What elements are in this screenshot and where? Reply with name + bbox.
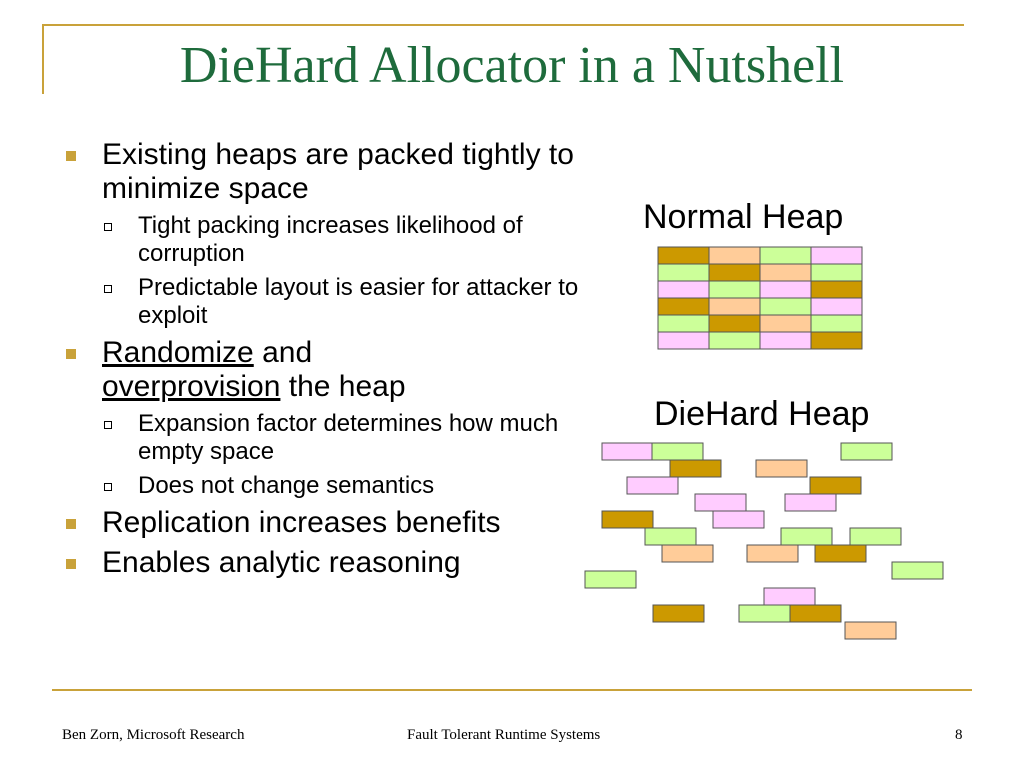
diehard-heap-block (627, 477, 678, 494)
diehard-heap-block (747, 545, 798, 562)
normal-heap-block (811, 264, 862, 281)
bullet-1-text: Existing heaps are packed tightly to minimize space (102, 138, 574, 205)
hollow-square-bullet-icon (104, 223, 112, 231)
diehard-heap-block (602, 511, 653, 528)
bullet-2 (60, 336, 580, 404)
normal-heap-block (709, 247, 760, 264)
footer-rule (52, 689, 972, 691)
top-rule (42, 24, 964, 26)
page-number: 8 (955, 727, 963, 743)
normal-heap-block (709, 315, 760, 332)
diehard-heap-block (653, 605, 704, 622)
normal-heap-block (658, 315, 709, 332)
bullet-2-rest: the heap (280, 370, 406, 403)
normal-heap-block (658, 332, 709, 349)
sub-bullet-1-1-text: Tight packing increases likelihood of corruption (138, 212, 523, 267)
diehard-heap-block (781, 528, 832, 545)
diehard-heap-block (670, 460, 721, 477)
normal-heap-block (709, 298, 760, 315)
diehard-heap-block (841, 443, 892, 460)
normal-heap-block (811, 332, 862, 349)
normal-heap-block (658, 264, 709, 281)
normal-heap-block (709, 264, 760, 281)
normal-heap-block (760, 298, 811, 315)
diehard-heap-block (892, 562, 943, 579)
normal-heap-block (658, 281, 709, 298)
bullet-1 (60, 138, 580, 206)
sub-bullet-2-2-text: Does not change semantics (138, 472, 435, 499)
normal-heap-block (709, 281, 760, 298)
sub-bullet-1-1 (60, 212, 580, 268)
diehard-heap-block (695, 494, 746, 511)
diehard-heap-block (602, 443, 653, 460)
bullet-3-text: Replication increases benefits (102, 506, 501, 539)
diehard-heap-label: DieHard Heap (654, 395, 870, 433)
bullet-2-randomize: Randomize (102, 336, 254, 369)
diehard-heap-block (756, 460, 807, 477)
bullet-3 (60, 506, 580, 540)
sub-bullet-1-2 (60, 274, 580, 330)
normal-heap-block (811, 281, 862, 298)
bullet-list (60, 138, 580, 586)
bullet-4-text: Enables analytic reasoning (102, 546, 461, 579)
slide-title: DieHard Allocator in a Nutshell (179, 37, 845, 94)
normal-heap-block (811, 247, 862, 264)
square-bullet-icon (66, 519, 76, 529)
hollow-square-bullet-icon (104, 483, 112, 491)
normal-heap-block (658, 298, 709, 315)
bullet-2-overprovision: overprovision (102, 370, 281, 403)
normal-heap-block (760, 247, 811, 264)
diehard-heap-block (810, 477, 861, 494)
normal-heap-block (658, 247, 709, 264)
normal-heap-block (760, 332, 811, 349)
diehard-heap-block (662, 545, 713, 562)
normal-heap-block (760, 315, 811, 332)
hollow-square-bullet-icon (104, 421, 112, 429)
diehard-heap-block (815, 545, 866, 562)
normal-heap-block (811, 298, 862, 315)
sub-bullet-2-1 (60, 410, 580, 466)
bullet-4 (60, 546, 580, 580)
diehard-heap-block (652, 443, 703, 460)
diehard-heap-block (645, 528, 696, 545)
footer-author: Ben Zorn, Microsoft Research (62, 727, 245, 743)
diehard-heap-block (739, 605, 790, 622)
diehard-heap-block (585, 571, 636, 588)
diehard-heap-block (785, 494, 836, 511)
diehard-heap-block (713, 511, 764, 528)
diehard-heap-block (845, 622, 896, 639)
diehard-heap-block (764, 588, 815, 605)
diehard-heap-block (790, 605, 841, 622)
normal-heap-label: Normal Heap (643, 198, 844, 236)
sub-bullet-2-2 (60, 472, 580, 500)
sub-bullet-1-2-text: Predictable layout is easier for attacker to exploit (138, 274, 579, 329)
normal-heap-block (811, 315, 862, 332)
square-bullet-icon (66, 349, 76, 359)
normal-heap-block (760, 281, 811, 298)
square-bullet-icon (66, 151, 76, 161)
diehard-heap-block (850, 528, 901, 545)
hollow-square-bullet-icon (104, 285, 112, 293)
square-bullet-icon (66, 559, 76, 569)
bullet-2-and: and (253, 336, 321, 369)
sub-bullet-2-1-text: Expansion factor determines how much empty space (138, 410, 559, 465)
normal-heap-block (760, 264, 811, 281)
normal-heap-block (709, 332, 760, 349)
footer-title: Fault Tolerant Runtime Systems (407, 727, 601, 743)
